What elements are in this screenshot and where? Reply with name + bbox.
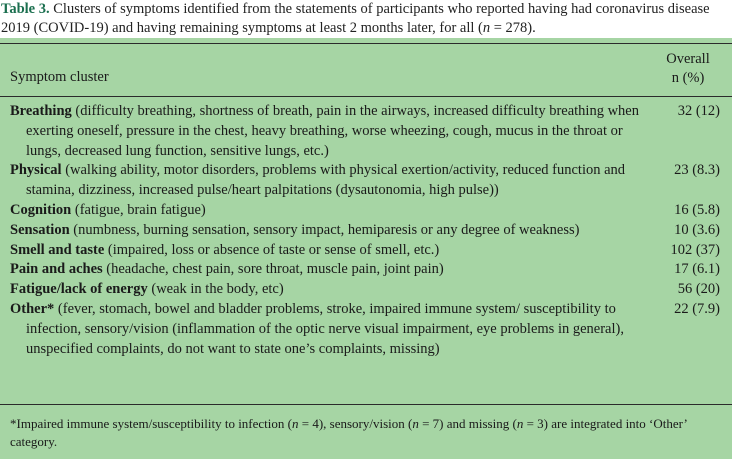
table-body (0, 102, 732, 359)
column-header-overall-line1: Overall (666, 51, 710, 67)
row-value-cell: 32 (12) (677, 103, 720, 119)
row-cluster-cell (0, 221, 640, 241)
cluster-name: Sensation (10, 221, 70, 238)
cluster-name: Fatigue/lack of energy (10, 281, 148, 298)
column-header-overall-line2: n (%) (671, 70, 705, 86)
cluster-name: Smell and taste (10, 241, 105, 258)
footnote-n-symbol: n (516, 416, 524, 431)
table-top-rule (0, 43, 732, 44)
cluster-name: Other* (10, 300, 55, 317)
row-cluster-cell (0, 201, 640, 221)
cluster-description: (numbness, burning sensation, sensory impact, hemiparesis or any degree of weakness) (69, 221, 580, 238)
table-row (0, 161, 732, 201)
table-row (0, 300, 732, 359)
table-row (0, 102, 732, 161)
row-value-cell: 23 (8.3) (674, 162, 720, 179)
row-value-cell: 16 (5.8) (674, 201, 720, 218)
column-header-overall (658, 50, 718, 88)
footnote-part: = 4), sensory/vision ( (298, 416, 413, 431)
row-value-cell: 56 (20) (677, 281, 720, 298)
footnote-part: *Impaired immune system/susceptibility to infection ( (10, 416, 292, 431)
footnote-part: = 7) and missing ( (418, 416, 517, 431)
cluster-name: Cognition (10, 201, 72, 218)
footnote-n-symbol: n (291, 416, 299, 431)
row-value-cell: 102 (37) (670, 241, 720, 258)
row-cluster-cell (0, 241, 640, 261)
table-row (0, 280, 732, 300)
cluster-name: Breathing (10, 103, 72, 119)
symptom-table (0, 38, 732, 459)
table-row (0, 201, 732, 221)
row-value-cell: 17 (6.1) (674, 261, 720, 278)
table-footnote (10, 415, 722, 451)
column-header-symptom-cluster: Symptom cluster (10, 69, 109, 85)
cluster-description: (weak in the body, etc) (147, 281, 284, 298)
cluster-name: Pain and aches (10, 261, 103, 278)
footnote-n-symbol: n (412, 416, 419, 431)
table-row (0, 241, 732, 261)
caption-n-value: = 278). (490, 20, 536, 36)
row-cluster-cell (0, 161, 640, 201)
row-value-cell: 10 (3.6) (674, 221, 720, 238)
cluster-description: (fatigue, brain fatigue) (71, 201, 206, 218)
table-row (0, 221, 732, 241)
caption-text: Clusters of symptoms identified from the statements of participants who reported having had coronavirus disease 2019 (COVID-19) and having remaining symptoms at least 2 months later, for all ( (1, 1, 710, 36)
footer-rule (0, 404, 732, 405)
header-rule (0, 96, 732, 97)
cluster-description: (difficulty breathing, shortness of breath, pain in the airways, increased difficulty breathing when exerting oneself, pressure in the chest, heavy breathing, worse wheezing, cough, mucus in the throat or lungs, decreased lung function, sensitive lungs, etc.) (26, 103, 639, 159)
row-value-cell: 22 (7.9) (674, 300, 720, 317)
caption-n-symbol: n (482, 20, 491, 36)
row-cluster-cell (0, 260, 640, 280)
cluster-description: (fever, stomach, bowel and bladder problems, stroke, impaired immune system/ susceptibility to infection, sensory/vision (inflammation of the optic nerve visual impairment, eye problems in general), unspecified complaints, do not want to state one’s complaints, missing) (26, 300, 624, 357)
cluster-description: (impaired, loss or absence of taste or sense of smell, etc.) (104, 241, 440, 258)
cluster-description: (headache, chest pain, sore throat, muscle pain, joint pain) (102, 261, 444, 278)
table-caption (0, 0, 732, 38)
table-label: Table 3. (1, 1, 50, 17)
row-cluster-cell (0, 300, 640, 359)
cluster-description: (walking ability, motor disorders, problems with physical exertion/activity, reduced function and stamina, dizziness, increased pulse/heart palpitations (dysautonomia, high pulse)) (26, 162, 626, 199)
row-cluster-cell (0, 280, 640, 300)
cluster-name: Physical (10, 162, 62, 179)
row-cluster-cell (0, 102, 640, 161)
table-row (0, 260, 732, 280)
footnote-part: = 3) are integrated into ‘Other’ category. (10, 416, 687, 449)
